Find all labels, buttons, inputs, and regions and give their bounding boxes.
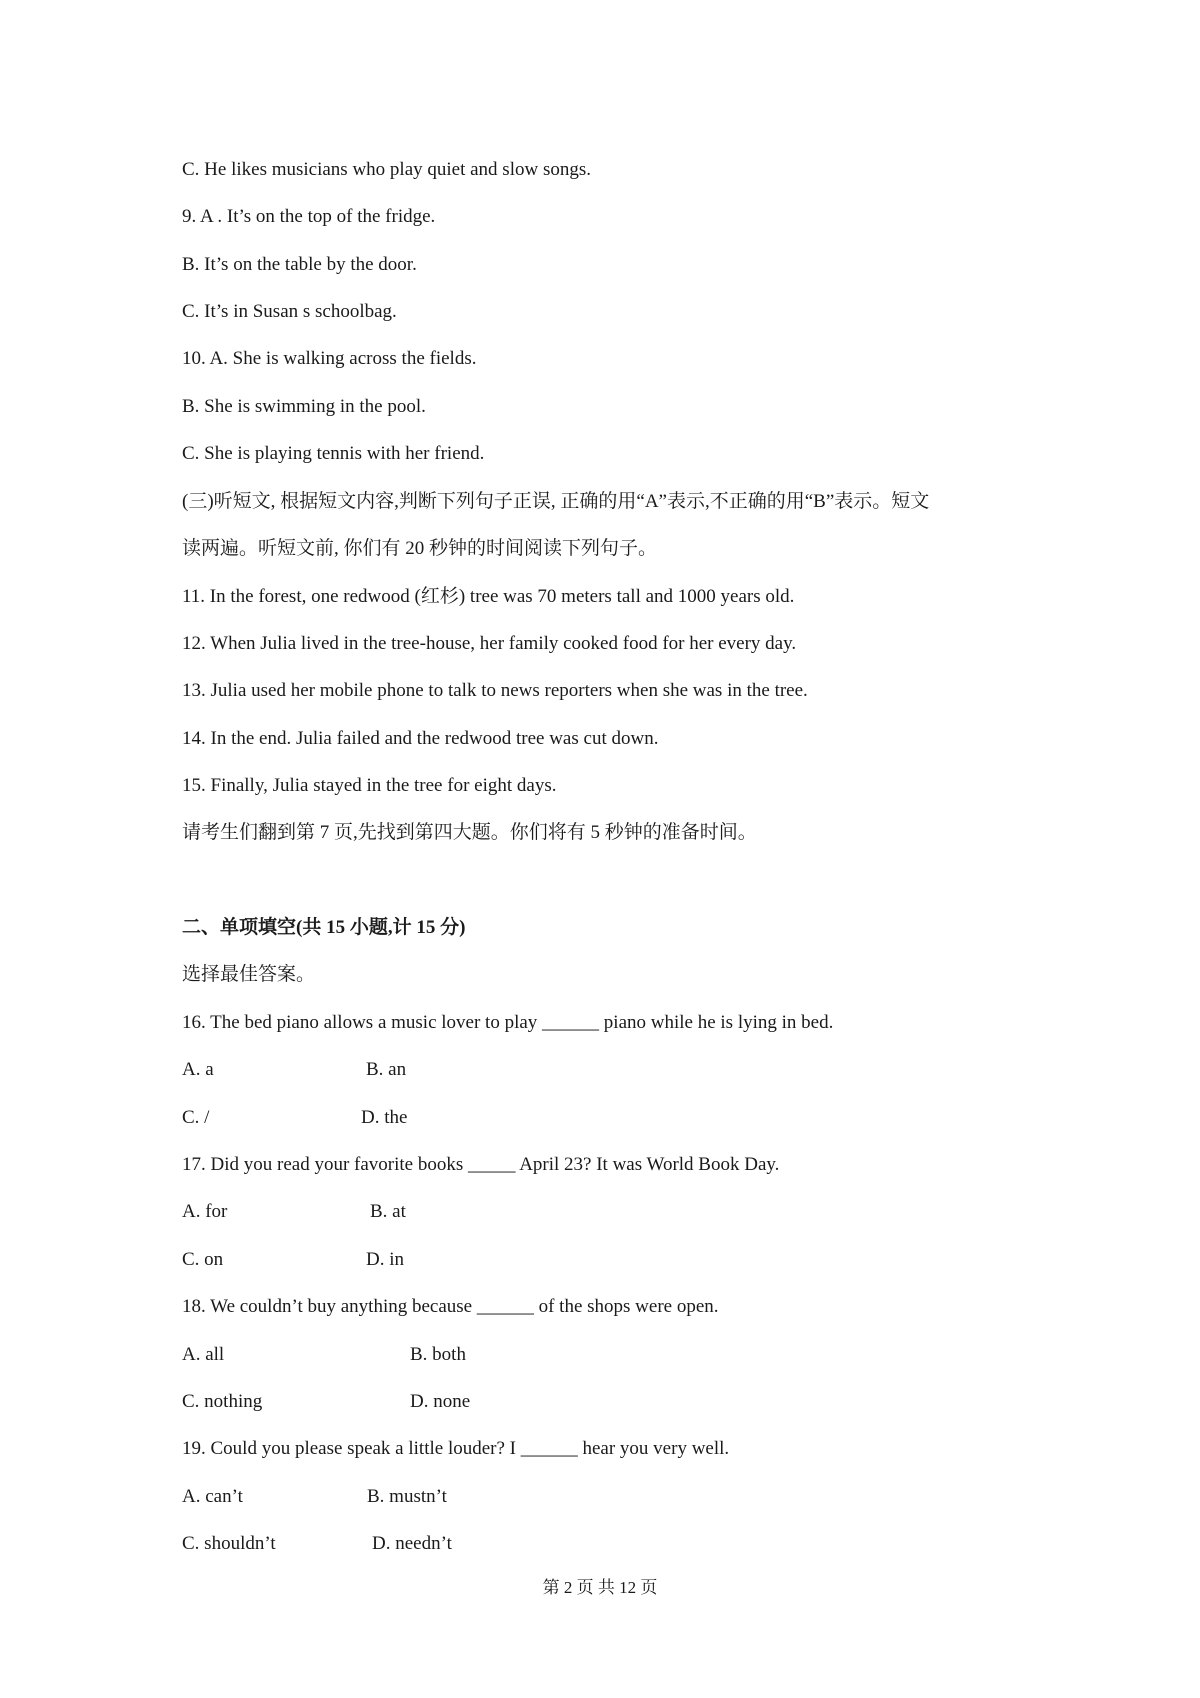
q10-option-b: B. She is swimming in the pool. [182, 396, 426, 417]
q9-option-b: B. It’s on the table by the door. [182, 254, 417, 275]
question-18-option-c: C. nothing [182, 1391, 263, 1412]
question-18-option-a: A. all [182, 1344, 225, 1365]
q10-option-c: C. She is playing tennis with her friend. [182, 443, 485, 464]
question-18-option-b: B. both [410, 1344, 466, 1365]
question-19-stem: 19. Could you please speak a little louder? I ______ hear you very well. [182, 1438, 730, 1459]
statement-15: 15. Finally, Julia stayed in the tree for eight days. [182, 775, 557, 796]
question-17-option-c: C. on [182, 1249, 224, 1270]
question-19-option-b: B. mustn’t [367, 1486, 447, 1507]
q9-option-c: C. It’s in Susan s schoolbag. [182, 301, 397, 322]
page-number-footer: 第 2 页 共 12 页 [542, 1578, 658, 1597]
question-17-option-d: D. in [366, 1249, 404, 1270]
q9-option-a: 9. A . It’s on the top of the fridge. [182, 206, 436, 227]
question-19-option-d: D. needn’t [372, 1533, 452, 1554]
q8-option-c: C. He likes musicians who play quiet and slow songs. [182, 159, 591, 180]
question-17-stem: 17. Did you read your favorite books _____ April 23? It was World Book Day. [182, 1154, 780, 1175]
section3-instruction-line2: 读两遍。听短文前, 你们有 20 秒钟的时间阅读下列句子。 [182, 538, 658, 559]
question-16-stem: 16. The bed piano allows a music lover to play ______ piano while he is lying in bed. [182, 1012, 834, 1033]
transition-note: 请考生们翻到第 7 页,先找到第四大题。你们将有 5 秒钟的准备时间。 [182, 822, 757, 843]
question-17-option-a: A. for [182, 1201, 228, 1222]
question-18-option-d: D. none [410, 1391, 471, 1412]
question-16-option-c: C. / [182, 1107, 210, 1128]
section3-instruction-line1: (三)听短文, 根据短文内容,判断下列句子正误, 正确的用“A”表示,不正确的用“B”表示。短文 [182, 491, 930, 512]
question-19-option-a: A. can’t [182, 1486, 243, 1507]
question-17-option-b: B. at [370, 1201, 406, 1222]
statement-13: 13. Julia used her mobile phone to talk to news reporters when she was in the tree. [182, 680, 808, 701]
q10-option-a: 10. A. She is walking across the fields. [182, 348, 477, 369]
statement-14: 14. In the end. Julia failed and the redwood tree was cut down. [182, 728, 659, 749]
question-16-option-b: B. an [366, 1059, 407, 1080]
question-18-stem: 18. We couldn’t buy anything because ______ of the shops were open. [182, 1296, 719, 1317]
question-16-option-d: D. the [361, 1107, 408, 1128]
part2-heading: 二、单项填空(共 15 小题,计 15 分) [182, 917, 466, 938]
question-19-option-c: C. shouldn’t [182, 1533, 276, 1554]
part2-instruction: 选择最佳答案。 [182, 964, 316, 985]
statement-11: 11. In the forest, one redwood (红杉) tree was 70 meters tall and 1000 years old. [182, 586, 795, 607]
question-16-option-a: A. a [182, 1059, 214, 1080]
statement-12: 12. When Julia lived in the tree-house, her family cooked food for her every day. [182, 633, 797, 654]
